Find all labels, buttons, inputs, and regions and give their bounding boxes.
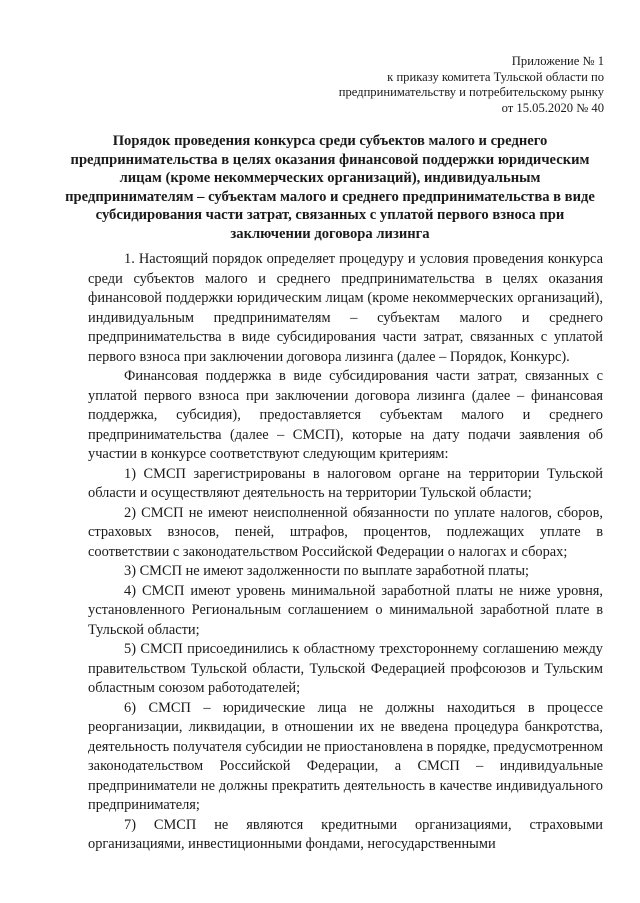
- appendix-header: [339, 54, 604, 116]
- paragraph-2: Финансовая поддержка в виде субсидирования части затрат, связанных с уплатой первого взноса при заключении договора лизинга (далее – финансовая поддержка, субсидия), предоставляется субъектам малого и среднего предпринимательства (далее – СМСП), которые на дату подачи заявления об участии в конкурсе соответствуют следующим критериям:: [88, 368, 603, 462]
- document-body: [88, 250, 603, 855]
- appendix-date-line: от 15.05.2020 № 40: [501, 100, 604, 115]
- appendix-number: Приложение № 1: [511, 54, 604, 68]
- paragraph-1: 1. Настоящий порядок определяет процедуру и условия проведения конкурса среди субъектов малого и среднего предпринимательства в целях оказания финансовой поддержки юридическим лицам (кроме некоммерческих организаций), индивидуальным предпринимателям – субъектам малого и среднего предпринимательства в виде субсидирования части затрат, связанных с уплатой первого взноса при заключении договора лизинга (далее – Порядок, Конкурс).: [88, 251, 603, 365]
- criterion-3: 3) СМСП не имеют задолженности по выплате заработной платы;: [124, 563, 529, 579]
- appendix-committee-line: предпринимательству и потребительскому рынку: [338, 85, 604, 99]
- criterion-6: 6) СМСП – юридические лица не должны находиться в процессе реорганизации, ликвидации, в отношении их не введена процедура банкротства, деятельность получателя субсидии не приостановлена в порядке, предусмотренном законодательством Российской Федерации, а СМСП – индивидуальные предприниматели не должны прекратить деятельность в качестве индивидуального предпринимателя;: [88, 699, 603, 813]
- appendix-order-line: к приказу комитета Тульской области по: [387, 69, 604, 84]
- criterion-2: 2) СМСП не имеют неисполненной обязанности по уплате налогов, сборов, страховых взносов, пеней, штрафов, процентов, подлежащих уплате в соответствии с законодательством Российской Федерации о налогах и сборах;: [88, 504, 603, 560]
- criterion-7: 7) СМСП не являются кредитными организациями, страховыми организациями, инвестиционными фондами, негосударственными: [88, 816, 603, 852]
- criterion-4: 4) СМСП имеют уровень минимальной заработной платы не ниже уровня, установленного Региональным соглашением о минимальной заработной плате в Тульской области;: [88, 582, 603, 638]
- document-title: Порядок проведения конкурса среди субъектов малого и среднего предпринимательства в целях оказания финансовой поддержки юридическим лицам (кроме некоммерческих организаций), индивидуальным предпринимателям – субъектам малого и среднего предпринимательства в виде субсидирования части затрат, связанных с уплатой первого взноса при заключении договора лизинга: [65, 133, 595, 242]
- criterion-5: 5) СМСП присоединились к областному трехстороннему соглашению между правительством Тульской области, Тульской Федерацией профсоюзов и Тульским областным союзом работодателей;: [88, 641, 603, 696]
- criterion-1: 1) СМСП зарегистрированы в налоговом органе на территории Тульской области и осуществляют деятельность на территории Тульской области;: [88, 465, 603, 501]
